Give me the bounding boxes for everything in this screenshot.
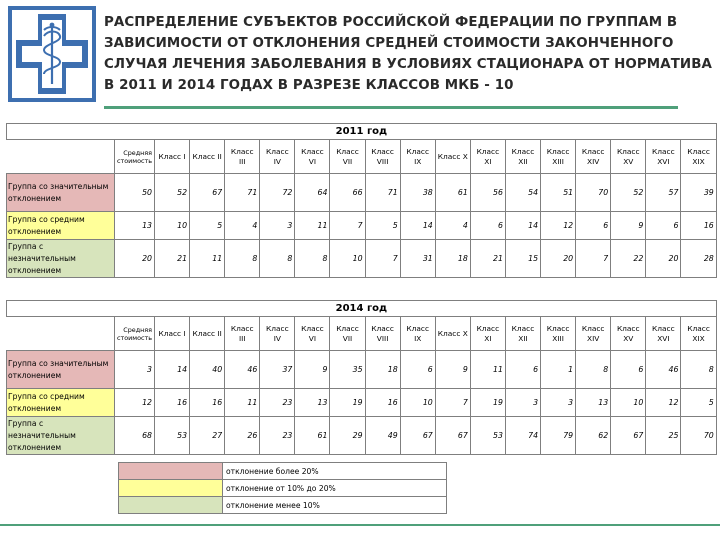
table-cell: 31 [400,240,435,278]
table-cell: 20 [541,240,576,278]
table-cell: 52 [155,174,190,212]
table-cell: 5 [365,212,400,240]
column-header-class: Класс XIV [576,317,611,351]
table-cell: 6 [646,212,681,240]
table-cell: 12 [541,212,576,240]
column-header-class: Класс IV [260,317,295,351]
table-cell: 20 [115,240,155,278]
table-cell: 22 [611,240,646,278]
table-cell: 6 [400,351,435,389]
table-cell: 7 [365,240,400,278]
column-header-class: Класс VIII [365,140,400,174]
column-header-class: Класс I [155,317,190,351]
legend-swatch-high [119,463,223,480]
column-header-class: Класс XII [505,317,540,351]
table-cell: 35 [330,351,365,389]
table-cell: 15 [505,240,540,278]
table-cell: 37 [260,351,295,389]
header-blank [7,317,115,351]
table-year-title: 2011 год [7,124,717,140]
table-cell: 62 [576,417,611,455]
table-cell: 71 [365,174,400,212]
table-cell: 50 [115,174,155,212]
column-header-class: Класс III [225,140,260,174]
header-blank [7,140,115,174]
table-cell: 52 [611,174,646,212]
table-cell: 6 [470,212,505,240]
header-row [7,317,717,351]
table-cell: 61 [435,174,470,212]
table-cell: 18 [365,351,400,389]
table-cell: 72 [260,174,295,212]
table-cell: 39 [681,174,716,212]
table-cell: 5 [190,212,225,240]
table-cell: 20 [646,240,681,278]
table-cell: 5 [681,389,716,417]
page-title: РАСПРЕДЕЛЕНИЕ СУБЪЕКТОВ РОССИЙСКОЙ ФЕДЕРАЦИИ ПО ГРУППАМ В ЗАВИСИМОСТИ ОТ ОТКЛОНЕНИЯ СРЕДНЕЙ СТОИМОСТИ ЗАКОНЧЕННОГО СЛУЧАЯ ЛЕЧЕНИЯ ЗАБОЛЕВАНИЯ В УСЛОВИЯХ СТАЦИОНАРА ОТ НОРМАТИВА В 2011 И 2014 ГОДАХ В РАЗРЕЗЕ КЛАССОВ МКБ - 10 [104,15,713,93]
column-header-class: Класс VI [295,317,330,351]
row-minor [7,417,717,455]
table-cell: 53 [155,417,190,455]
table-cell: 7 [435,389,470,417]
column-header-class: Класс XVI [646,140,681,174]
column-header-class: Класс X [435,140,470,174]
table-cell: 46 [646,351,681,389]
table-cell: 21 [470,240,505,278]
table-cell: 10 [400,389,435,417]
column-header-class: Класс XI [470,317,505,351]
column-header-class: Класс VIII [365,317,400,351]
legend-item [119,463,447,480]
table-cell: 16 [681,212,716,240]
table-cell: 11 [225,389,260,417]
table-cell: 4 [435,212,470,240]
column-header-avg-cost: Средняя стоимость [115,140,155,174]
column-header-class: Класс XII [505,140,540,174]
legend-swatch-low [119,497,223,514]
table-2014 [6,300,717,455]
row-label: Группа со значительным отклонением [7,174,115,212]
table-cell: 14 [505,212,540,240]
table-cell: 23 [260,417,295,455]
column-header-class: Класс XIII [541,317,576,351]
column-header-class: Класс XIX [681,140,716,174]
table-cell: 29 [330,417,365,455]
table-cell: 13 [576,389,611,417]
table-cell: 54 [505,174,540,212]
table-cell: 16 [365,389,400,417]
table-cell: 3 [115,351,155,389]
column-header-avg-cost: Средняя стоимость [115,317,155,351]
row-label: Группа с незначительным отклонением [7,417,115,455]
row-significant [7,351,717,389]
table-cell: 10 [330,240,365,278]
legend-item [119,480,447,497]
table-cell: 68 [115,417,155,455]
row-medium [7,389,717,417]
table-cell: 3 [541,389,576,417]
column-header-class: Класс III [225,317,260,351]
table-cell: 11 [190,240,225,278]
column-header-class: Класс XV [611,317,646,351]
legend [118,462,447,514]
column-header-class: Класс XI [470,140,505,174]
row-minor [7,240,717,278]
column-header-class: Класс XV [611,140,646,174]
table-cell: 46 [225,351,260,389]
table-cell: 27 [190,417,225,455]
table-cell: 8 [225,240,260,278]
legend-label: отклонение менее 10% [223,497,447,514]
table-cell: 6 [505,351,540,389]
table-cell: 8 [260,240,295,278]
table-cell: 8 [681,351,716,389]
column-header-class: Класс VI [295,140,330,174]
table-year-title: 2014 год [7,301,717,317]
table-cell: 57 [646,174,681,212]
table-cell: 3 [260,212,295,240]
column-header-class: Класс II [190,317,225,351]
table-cell: 11 [295,212,330,240]
table-cell: 9 [295,351,330,389]
row-label: Группа со значительным отклонением [7,351,115,389]
legend-swatch-mid [119,480,223,497]
table-cell: 70 [681,417,716,455]
table-cell: 9 [611,212,646,240]
table-cell: 23 [260,389,295,417]
table-cell: 19 [470,389,505,417]
table-2011 [6,123,717,278]
table-cell: 14 [155,351,190,389]
column-header-class: Класс VII [330,140,365,174]
table-cell: 7 [576,240,611,278]
table-cell: 12 [115,389,155,417]
table-cell: 21 [155,240,190,278]
table-cell: 38 [400,174,435,212]
legend-label: отклонение от 10% до 20% [223,480,447,497]
table-cell: 67 [190,174,225,212]
header-row [7,140,717,174]
table-cell: 6 [611,351,646,389]
medical-caduceus-cross-icon [8,6,96,102]
table-cell: 49 [365,417,400,455]
table-cell: 3 [505,389,540,417]
table-cell: 53 [470,417,505,455]
legend-item [119,497,447,514]
table-cell: 14 [400,212,435,240]
column-header-class: Класс XIX [681,317,716,351]
table-cell: 10 [611,389,646,417]
row-medium [7,212,717,240]
table-cell: 70 [576,174,611,212]
table-cell: 16 [190,389,225,417]
table-cell: 7 [330,212,365,240]
table-cell: 11 [470,351,505,389]
table-cell: 1 [541,351,576,389]
title-divider [104,106,678,109]
footer-divider [0,524,720,526]
table-cell: 13 [295,389,330,417]
table-cell: 8 [295,240,330,278]
column-header-class: Класс IV [260,140,295,174]
column-header-class: Класс XVI [646,317,681,351]
column-header-class: Класс VII [330,317,365,351]
table-cell: 18 [435,240,470,278]
table-cell: 13 [115,212,155,240]
table-cell: 19 [330,389,365,417]
column-header-class: Класс II [190,140,225,174]
table-cell: 10 [155,212,190,240]
row-label: Группа со средним отклонением [7,212,115,240]
table-cell: 4 [225,212,260,240]
logo [8,6,96,102]
column-header-class: Класс I [155,140,190,174]
row-significant [7,174,717,212]
table-cell: 61 [295,417,330,455]
table-cell: 64 [295,174,330,212]
table-cell: 67 [400,417,435,455]
table-cell: 28 [681,240,716,278]
legend-label: отклонение более 20% [223,463,447,480]
table-cell: 16 [155,389,190,417]
column-header-class: Класс XIII [541,140,576,174]
column-header-class: Класс IX [400,140,435,174]
table-cell: 26 [225,417,260,455]
table-cell: 71 [225,174,260,212]
column-header-class: Класс IX [400,317,435,351]
table-cell: 51 [541,174,576,212]
column-header-class: Класс X [435,317,470,351]
table-cell: 40 [190,351,225,389]
table-cell: 79 [541,417,576,455]
table-cell: 6 [576,212,611,240]
column-header-class: Класс XIV [576,140,611,174]
row-label: Группа со средним отклонением [7,389,115,417]
table-cell: 67 [435,417,470,455]
table-cell: 25 [646,417,681,455]
row-label: Группа с незначительным отклонением [7,240,115,278]
table-cell: 74 [505,417,540,455]
table-cell: 8 [576,351,611,389]
table-cell: 56 [470,174,505,212]
table-cell: 12 [646,389,681,417]
table-cell: 66 [330,174,365,212]
table-cell: 67 [611,417,646,455]
table-cell: 9 [435,351,470,389]
